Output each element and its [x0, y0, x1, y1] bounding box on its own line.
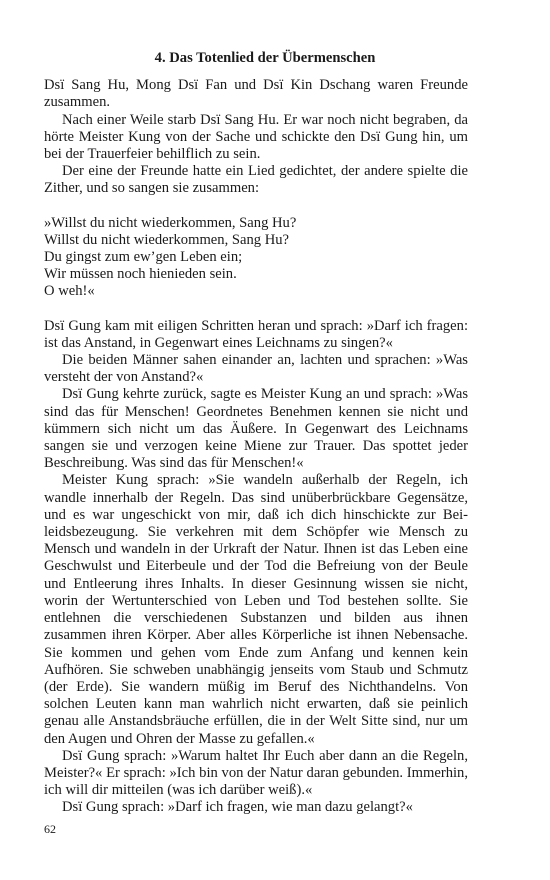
page-number: 62 — [44, 822, 56, 836]
paragraph-song-intro: Der eine der Freunde hatte ein Lied gedichtet, der andere spielte die Zither, und so sangen sie zusammen: — [44, 163, 468, 197]
song-line: Willst du nicht wiederkommen, Sang Hu? — [44, 231, 290, 248]
chapter-title: 4. Das Totenlied der Übermenschen — [154, 50, 376, 66]
song-line: Du gingst zum ew’gen Leben ein; — [44, 249, 243, 266]
paragraph-rules-question: Dsï Gung sprach: »Warum haltet Ihr Euch aber dann an die Regeln, Meister?« Er sprach: »Ich bin von der Natur daran gebunden. Immerhin, ich will dir mitteilen (was ich darüber weiß).« — [44, 747, 468, 799]
paragraph-final-question: Dsï Gung sprach: »Darf ich fragen, wie man dazu gelangt?« — [62, 799, 413, 816]
paragraph-dsi-gung-question: Dsï Gung kam mit eiligen Schritten heran und sprach: »Darf ich fragen: ist das Anstand, in Gegenwart eines Leichnams zu singen?« — [44, 317, 468, 351]
song-line: »Willst du nicht wiederkommen, Sang Hu? — [44, 214, 297, 231]
paragraph-kung-speech: Meister Kung sprach: »Sie wandeln außerhalb der Regeln, ich wandle innerhalb der Regeln. Das sind unüberbrückbare Gegensätze, und es war ungeschickt von mir, daß ich dich hinschickte zur Beileidsbezeugung. Sie verkehren mit dem Schöpfer wie Mensch zu Mensch und wandeln in der Urkraft der Natur. Ihnen ist das Leben eine Geschwulst und Eiterbeule und der Tod die Befreiung von der Beule und Entleerung ihres Inhalts. In dieser Gesinnung wissen sie nicht, worin der Wertunterschied von Leben und Tod bestehen sollte. Sie entlehnen die verschiedenen Substanzen und bilden aus ihnen zusammen ihren Körper. Aber alles Körperliche ist ihnen Nebensache. Sie kommen und gehen vom Ende zum Anfang und kennen kein Aufhören. Sie schweben unabhängig jenseits vom Staub und Schmutz (der Erde). Sie wandern müßig im Beruf des Nichthandelns. Von solchen Leuten kann man wahrlich nicht erwarten, daß sie peinlich genau alle Anstandsbräuche erfüllen, die in der Welt Sitte sind, nur um den Augen und Ohren der Masse zu gefallen.« — [44, 472, 468, 747]
song-line: O weh!« — [44, 283, 95, 300]
song-verse — [44, 215, 468, 301]
paragraph-death: Nach einer Weile starb Dsï Sang Hu. Er war noch nicht begraben, da hörte Meister Kung von der Sache und schickte den Dsï Gung hin, um bei der Trauerfeier behilflich zu sein. — [44, 111, 468, 163]
book-page — [44, 50, 468, 817]
paragraph-friends: Dsï Sang Hu, Mong Dsï Fan und Dsï Kin Dschang waren Freunde zusammen. — [44, 77, 468, 111]
paragraph-dsi-gung-report: Dsï Gung kehrte zurück, sagte es Meister Kung an und sprach: »Was sind das für Menschen! Geordnetes Benehmen kennen sie nicht und kümmern sich nicht um das Äußere. In Gegenwart des Leichnams sangen sie und verzogen keine Miene zur Trauer. Das spottet jeder Beschreibung. Was sind das für Menschen!« — [44, 386, 468, 472]
paragraph-men-laugh: Die beiden Männer sahen einander an, lachten und sprachen: »Was versteht der von Anstand?« — [44, 352, 468, 386]
song-line: Wir müssen noch hienieden sein. — [44, 266, 237, 283]
